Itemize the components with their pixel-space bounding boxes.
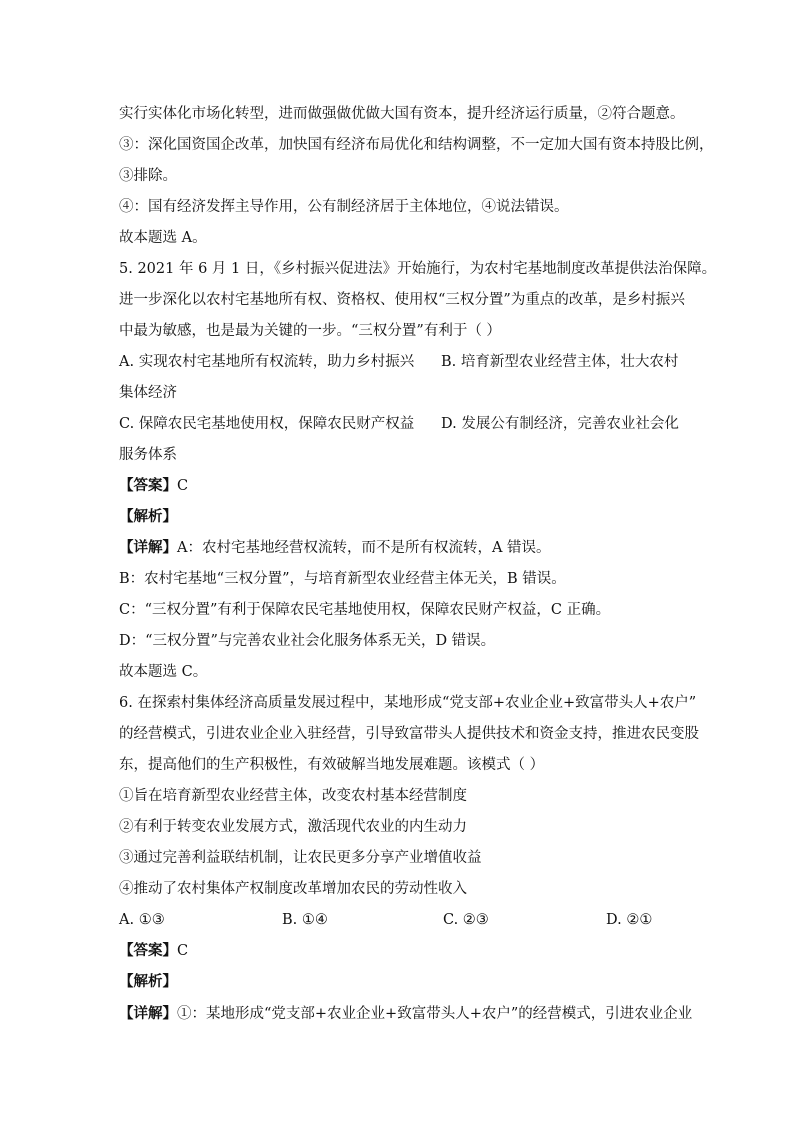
statement-1: ①旨在培育新型农业经营主体，改变农村基本经营制度 [119, 788, 467, 804]
detail-line: C：“三权分置”有利于保障农民宅基地使用权，保障农民财产权益，C 正确。 [119, 602, 611, 618]
question-5-stem: 5. 2021 年 6 月 1 日，《乡村振兴促进法》开始施行，为农村宅基地制度改革提供法治保障。 [119, 261, 717, 277]
detail-line [119, 1004, 692, 1024]
answer-label: 【答案】 [119, 942, 177, 959]
statement-2: ②有利于转变农业发展方式，激活现代农业的内生动力 [119, 819, 467, 835]
question-5-stem: 进一步深化以农村宅基地所有权、资格权、使用权“三权分置”为重点的改革，是乡村振兴 [119, 292, 685, 308]
option-b-continued: 集体经济 [119, 385, 177, 401]
answer-line [119, 476, 188, 496]
conclusion-line: 故本题选 C。 [119, 664, 208, 680]
question-5-stem: 中最为敏感，也是最为关键的一步。“三权分置”有利于（ ） [119, 323, 501, 339]
text-line: 故本题选 A。 [119, 230, 207, 246]
question-6-options [119, 910, 679, 930]
answer-value: C [177, 943, 189, 959]
detail-label: 【详解】 [119, 1005, 177, 1022]
analysis-label: 【解析】 [119, 508, 177, 525]
detail-label: 【详解】 [119, 539, 177, 556]
text-line: ③排除。 [119, 168, 177, 184]
option-b: B. ①④ [282, 912, 328, 928]
statement-3: ③通过完善利益联结机制，让农民更多分享产业增值收益 [119, 850, 482, 866]
answer-line [119, 941, 188, 961]
detail-text: ①：某地形成“党支部+农业企业+致富带头人+农户”的经营模式，引进农业企业 [177, 1006, 693, 1022]
detail-line: D：“三权分置”与完善农业社会化服务体系无关，D 错误。 [119, 633, 496, 649]
option-a: A. ①③ [119, 912, 165, 928]
text-line: 实行实体化市场化转型，进而做强做优做大国有资本，提升经济运行质量，②符合题意。 [119, 106, 685, 122]
option-a: A. 实现农村宅基地所有权流转，助力乡村振兴 [119, 354, 415, 370]
option-c: C. 保障农民宅基地使用权，保障农民财产权益 [119, 416, 415, 432]
question-6-stem: 东，提高他们的生产积极性，有效破解当地发展难题。该模式（ ） [119, 757, 545, 773]
answer-label: 【答案】 [119, 477, 177, 494]
detail-line [119, 538, 551, 558]
option-d: D. ②① [606, 912, 653, 928]
option-d: D. 发展公有制经济，完善农业社会化 [441, 416, 679, 432]
option-b: B. 培育新型农业经营主体，壮大农村 [441, 354, 679, 370]
question-5-options-cd [119, 414, 679, 434]
option-c: C. ②③ [443, 912, 489, 928]
question-6-stem: 6. 在探索村集体经济高质量发展过程中，某地形成“党支部+农业企业+致富带头人+农户” [119, 695, 697, 711]
detail-line: B：农村宅基地“三权分置”，与培育新型农业经营主体无关，B 错误。 [119, 571, 566, 587]
analysis-label: 【解析】 [119, 973, 177, 990]
text-line: ④：国有经济发挥主导作用，公有制经济居于主体地位，④说法错误。 [119, 199, 569, 215]
answer-value: C [177, 478, 189, 494]
text-line: ③：深化国资国企改革，加快国有经济布局优化和结构调整，不一定加大国有资本持股比例， [119, 137, 714, 153]
option-d-continued: 服务体系 [119, 447, 177, 463]
question-5-options-ab [119, 352, 679, 372]
statement-4: ④推动了农村集体产权制度改革增加农民的劳动性收入 [119, 881, 467, 897]
detail-text: A：农村宅基地经营权流转，而不是所有权流转，A 错误。 [177, 540, 551, 556]
question-6-stem: 的经营模式，引进农业企业入驻经营，引导致富带头人提供技术和资金支持，推进农民变股 [119, 726, 699, 742]
